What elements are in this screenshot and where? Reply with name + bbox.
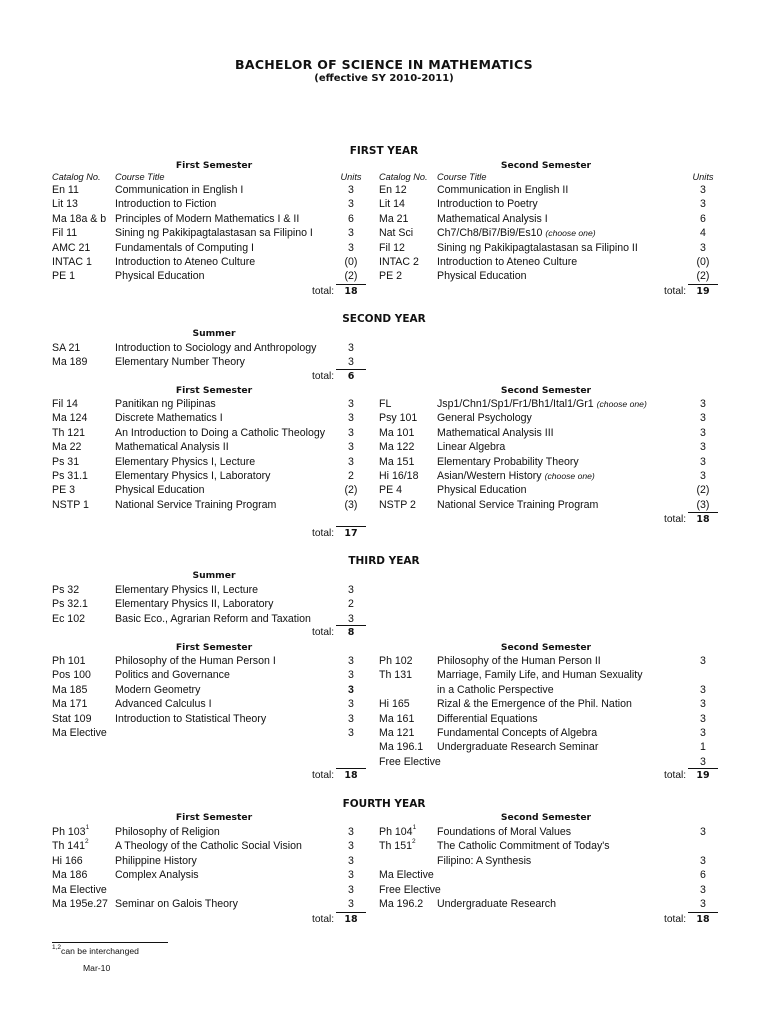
- course-title: General Psychology: [437, 412, 532, 425]
- course-title: Modern Geometry: [115, 683, 201, 696]
- total-units: 8: [347, 627, 355, 638]
- course-title: Elementary Physics I, Lecture: [115, 455, 256, 468]
- course-title: Philosophy of Religion: [115, 826, 220, 838]
- catalog-no: Th $151^2$: [379, 838, 416, 853]
- course-title: Elementary Physics I, Laboratory: [115, 470, 271, 482]
- catalog-no: PE 3: [52, 484, 75, 497]
- units: 3: [348, 412, 354, 425]
- total-units: 17: [344, 528, 358, 539]
- units: (0): [344, 256, 358, 268]
- catalog-no: Ma 186: [52, 869, 88, 882]
- course-title: Physical Education: [115, 484, 205, 497]
- units: 4: [700, 227, 706, 240]
- header-units: Units: [340, 172, 362, 182]
- course-title: Fundamental Concepts of Algebra: [437, 727, 598, 739]
- choose-one-note: (choose one): [545, 228, 596, 239]
- course-title: Physical Education: [437, 484, 527, 497]
- course-title: Filipino: A Synthesis: [437, 854, 532, 867]
- catalog-no: Ps 31: [52, 455, 80, 468]
- units: 3: [348, 441, 354, 454]
- units: 3: [348, 840, 354, 853]
- semester-heading: Second Semester: [500, 385, 592, 396]
- course-title: Jsp1/Chn1/Sp1/Fr1/Bh1/Ital1/Gr1 (choose one): [437, 398, 647, 410]
- catalog-no: Ma 22: [52, 441, 82, 454]
- units: 3: [700, 198, 706, 211]
- units: 2: [348, 470, 354, 482]
- course-title: Ch7/Ch8/Bi7/Bi9/Es10 (choose one): [437, 227, 596, 240]
- total-label: total:: [664, 286, 687, 297]
- units: 3: [348, 198, 354, 211]
- catalog-no: Ma 195e.27: [52, 898, 108, 910]
- course-title: Elementary Probability Theory: [437, 455, 579, 468]
- units: 3: [700, 184, 706, 196]
- course-title: Philosophy of the Human Person II: [437, 655, 601, 667]
- units: 3: [700, 898, 706, 910]
- total-rule: [688, 512, 718, 513]
- units: 3: [700, 655, 706, 667]
- course-title: Elementary Number Theory: [115, 356, 245, 369]
- course-title: Communication in English II: [437, 184, 569, 196]
- total-units: 18: [344, 286, 358, 297]
- units: 2: [348, 598, 354, 611]
- total-rule: [336, 284, 366, 285]
- course-title: Elementary Physics II, Lecture: [115, 584, 259, 596]
- units: 3: [348, 356, 354, 369]
- catalog-no: Ph 102: [379, 655, 413, 667]
- catalog-no: Ma Elective: [379, 869, 434, 882]
- units: 3: [348, 241, 354, 254]
- catalog-no: Free Elective: [379, 755, 441, 768]
- year-title-first: FIRST YEAR: [349, 145, 419, 157]
- units: 3: [348, 712, 354, 725]
- total-units: 18: [344, 770, 358, 781]
- catalog-no: Th 121: [52, 426, 85, 439]
- catalog-no: Free Elective: [379, 883, 441, 896]
- units: 3: [700, 455, 706, 468]
- course-title: Physical Education: [115, 270, 205, 283]
- course-title: Differential Equations: [437, 712, 538, 725]
- header-catalog: Catalog No.: [379, 172, 428, 182]
- catalog-no: Nat Sci: [379, 227, 414, 240]
- catalog-no: Ec 102: [52, 612, 85, 625]
- catalog-no: Fil 11: [52, 227, 78, 240]
- catalog-no: Ma 151: [379, 455, 415, 468]
- units: 3: [700, 470, 706, 482]
- course-title: Sining ng Pakikipagtalastasan sa Filipino I: [115, 227, 313, 240]
- catalog-no: Ma 121: [379, 727, 415, 739]
- semester-heading: Second Semester: [500, 642, 592, 653]
- units: 3: [348, 669, 354, 682]
- total-units: 19: [696, 770, 710, 781]
- semester-heading: First Semester: [175, 812, 253, 823]
- catalog-no: Ph 101: [52, 655, 86, 667]
- course-title: Introduction to Statistical Theory: [115, 712, 267, 725]
- units: 3: [700, 441, 706, 454]
- catalog-no: Ma 21: [379, 212, 409, 225]
- units: 3: [348, 584, 354, 596]
- course-title: Principles of Modern Mathematics I & II: [115, 212, 300, 225]
- units: (0): [696, 256, 710, 268]
- page-title: BACHELOR OF SCIENCE IN MATHEMATICS: [235, 57, 533, 72]
- course-title: Complex Analysis: [115, 869, 199, 882]
- course-title: A Theology of the Catholic Social Vision: [115, 840, 302, 853]
- catalog-no: PE 4: [379, 484, 402, 497]
- catalog-no: Ma 196.2: [379, 898, 424, 910]
- footnote-marker: 2: [84, 838, 89, 846]
- total-rule: [336, 625, 366, 626]
- total-rule: [688, 284, 718, 285]
- units: (2): [696, 484, 710, 497]
- catalog-no: Psy 101: [379, 412, 418, 425]
- semester-heading: Second Semester: [500, 160, 592, 171]
- header-course: Course Title: [437, 172, 487, 182]
- course-title: Sining ng Pakikipagtalastasan sa Filipino II: [437, 241, 638, 254]
- total-units: 19: [696, 286, 710, 297]
- course-title: Undergraduate Research Seminar: [437, 741, 599, 754]
- course-title: Seminar on Galois Theory: [115, 898, 238, 910]
- course-title: Mathematical Analysis II: [115, 441, 229, 454]
- units: 3: [700, 727, 706, 739]
- units: 3: [700, 698, 706, 711]
- year-title-fourth: FOURTH YEAR: [342, 798, 426, 810]
- footnote-rule: [52, 942, 168, 943]
- footnote-marker: 1: [412, 824, 417, 831]
- course-title: Fundamentals of Computing I: [115, 241, 254, 254]
- catalog-no: Ps 31.1: [52, 470, 88, 482]
- catalog-no: Lit 13: [52, 198, 78, 211]
- catalog-no: Hi 16/18: [379, 470, 419, 482]
- catalog-no: NSTP 1: [52, 498, 89, 511]
- catalog-no: AMC 21: [52, 241, 91, 254]
- units: 3: [348, 342, 354, 354]
- date-stamp: Mar-10: [83, 963, 111, 973]
- course-title: Introduction to Sociology and Anthropology: [115, 342, 317, 354]
- course-title: in a Catholic Perspective: [437, 683, 554, 696]
- course-title: Undergraduate Research: [437, 898, 556, 910]
- total-label: total:: [664, 914, 687, 925]
- catalog-no: SA 21: [52, 342, 81, 354]
- units: 3: [700, 712, 706, 725]
- course-title: Politics and Governance: [115, 669, 230, 682]
- total-rule: [336, 768, 366, 769]
- course-title: The Catholic Commitment of Today's: [437, 840, 610, 853]
- catalog-no: Hi 166: [52, 854, 83, 867]
- catalog-no: FL: [379, 398, 392, 410]
- total-units: 18: [696, 914, 710, 925]
- semester-heading: First Semester: [175, 385, 253, 396]
- catalog-no: Stat 109: [52, 712, 92, 725]
- units: (2): [696, 270, 710, 283]
- units: 3: [348, 698, 354, 711]
- course-title: Basic Eco., Agrarian Reform and Taxation: [115, 612, 311, 625]
- catalog-no: Ph $103^1$: [52, 824, 90, 838]
- units: 3: [348, 227, 354, 240]
- catalog-no: Pos 100: [52, 669, 91, 682]
- total-label: total:: [312, 914, 335, 925]
- units: 6: [700, 212, 706, 225]
- units: (2): [344, 484, 358, 497]
- catalog-no: Ma Elective: [52, 883, 107, 896]
- total-rule: [336, 369, 366, 370]
- units: 3: [700, 426, 706, 439]
- catalog-no: Ma 18a & b: [52, 212, 107, 225]
- catalog-no: En 12: [379, 184, 407, 196]
- total-rule: [688, 768, 718, 769]
- total-units: 6: [347, 371, 355, 382]
- catalog-no: PE 1: [52, 270, 75, 283]
- total-label: total:: [664, 770, 687, 781]
- units: 3: [348, 826, 354, 838]
- total-label: total:: [312, 286, 335, 297]
- catalog-no: Ph $104^1$: [379, 824, 417, 838]
- units: (3): [344, 498, 358, 511]
- catalog-no: Ma 185: [52, 683, 88, 696]
- catalog-no: Ma Elective: [52, 727, 107, 739]
- units: 3: [700, 826, 706, 838]
- semester-heading: First Semester: [175, 160, 253, 171]
- units: (2): [344, 270, 358, 283]
- course-title: Foundations of Moral Values: [437, 826, 572, 838]
- units: 3: [348, 184, 354, 196]
- catalog-no: INTAC 2: [379, 256, 419, 268]
- footnote: $^{1,2}$can be interchanged: [52, 944, 139, 956]
- semester-heading: Summer: [192, 570, 236, 581]
- course-title: Marriage, Family Life, and Human Sexuality: [437, 669, 643, 682]
- units: 3: [700, 241, 706, 254]
- units: 3: [700, 398, 706, 410]
- course-title: Communication in English I: [115, 184, 244, 196]
- choose-one-note: (choose one): [596, 399, 647, 409]
- units: 3: [348, 869, 354, 882]
- units: 3: [348, 854, 354, 867]
- page-subtitle: (effective SY 2010-2011): [314, 73, 454, 84]
- total-rule: [688, 912, 718, 913]
- catalog-no: Ma 124: [52, 412, 88, 425]
- header-catalog: Catalog No.: [52, 172, 101, 182]
- course-title: Elementary Physics II, Laboratory: [115, 598, 274, 611]
- course-title: Introduction to Ateneo Culture: [115, 256, 256, 268]
- semester-heading: Summer: [192, 328, 236, 339]
- units: 6: [348, 212, 354, 225]
- choose-one-note: (choose one): [544, 471, 595, 481]
- catalog-no: Th 131: [379, 669, 412, 682]
- course-title: Rizal & the Emergence of the Phil. Nation: [437, 698, 632, 711]
- catalog-no: Ma 196.1: [379, 741, 424, 754]
- catalog-no: PE 2: [379, 270, 402, 283]
- course-title: Physical Education: [437, 270, 527, 283]
- units: 3: [348, 426, 354, 439]
- course-title: Asian/Western History (choose one): [437, 470, 595, 482]
- units: 3: [348, 883, 354, 896]
- catalog-no: Lit 14: [379, 198, 405, 211]
- units: 3: [348, 612, 354, 625]
- course-title: Linear Algebra: [437, 441, 506, 454]
- units: 3: [700, 412, 706, 425]
- units: 3: [348, 398, 354, 410]
- semester-heading: First Semester: [175, 642, 253, 653]
- units: 3: [348, 655, 354, 667]
- catalog-no: Ma 161: [379, 712, 415, 725]
- course-title: An Introduction to Doing a Catholic Theology: [115, 426, 326, 439]
- total-rule: [336, 526, 366, 527]
- catalog-no: Fil 12: [379, 241, 405, 254]
- catalog-no: En 11: [52, 184, 79, 196]
- catalog-no: Fil 14: [52, 398, 78, 410]
- total-units: 18: [696, 514, 710, 525]
- course-title: Mathematical Analysis III: [437, 426, 554, 439]
- total-label: total:: [312, 371, 335, 382]
- units: 3: [348, 727, 354, 739]
- units: 3: [348, 455, 354, 468]
- total-rule: [336, 912, 366, 913]
- header-course: Course Title: [115, 172, 165, 182]
- catalog-no: INTAC 1: [52, 256, 92, 268]
- units: 6: [700, 869, 706, 882]
- catalog-no: Ma 171: [52, 698, 88, 711]
- total-label: total:: [664, 514, 687, 525]
- course-title: Discrete Mathematics I: [115, 412, 223, 425]
- units: 3: [700, 755, 706, 768]
- catalog-no: Ps 32: [52, 584, 80, 596]
- footnote-marker: 1: [85, 824, 90, 831]
- total-units: 18: [344, 914, 358, 925]
- catalog-no: Th $141^2$: [52, 838, 89, 853]
- course-title: Introduction to Ateneo Culture: [437, 256, 578, 268]
- year-title-second: SECOND YEAR: [342, 313, 426, 325]
- total-label: total:: [312, 627, 335, 638]
- course-title: Introduction to Fiction: [115, 198, 217, 211]
- course-title: Philosophy of the Human Person I: [115, 655, 276, 667]
- units: 3: [700, 883, 706, 896]
- units: (3): [696, 498, 710, 511]
- units: 3: [348, 683, 354, 696]
- course-title: Introduction to Poetry: [437, 198, 538, 211]
- total-label: total:: [312, 528, 335, 539]
- footnote-marker: 2: [411, 838, 416, 846]
- course-title: National Service Training Program: [115, 498, 277, 511]
- units: 3: [700, 683, 706, 696]
- catalog-no: Ps 32.1: [52, 598, 88, 611]
- course-title: Mathematical Analysis I: [437, 212, 548, 225]
- catalog-no: Ma 122: [379, 441, 415, 454]
- total-label: total:: [312, 770, 335, 781]
- catalog-no: Ma 189: [52, 356, 88, 369]
- course-title: Panitikan ng Pilipinas: [115, 398, 216, 410]
- units: 3: [348, 898, 354, 910]
- units: 1: [700, 741, 706, 754]
- course-title: Advanced Calculus I: [115, 698, 212, 711]
- catalog-no: NSTP 2: [379, 498, 416, 511]
- units: 3: [700, 854, 706, 867]
- year-title-third: THIRD YEAR: [348, 555, 420, 567]
- course-title: National Service Training Program: [437, 498, 599, 511]
- catalog-no: Ma 101: [379, 426, 415, 439]
- course-title: Philippine History: [115, 854, 197, 867]
- catalog-no: Hi 165: [379, 698, 410, 711]
- header-units: Units: [692, 172, 714, 182]
- semester-heading: Second Semester: [500, 812, 592, 823]
